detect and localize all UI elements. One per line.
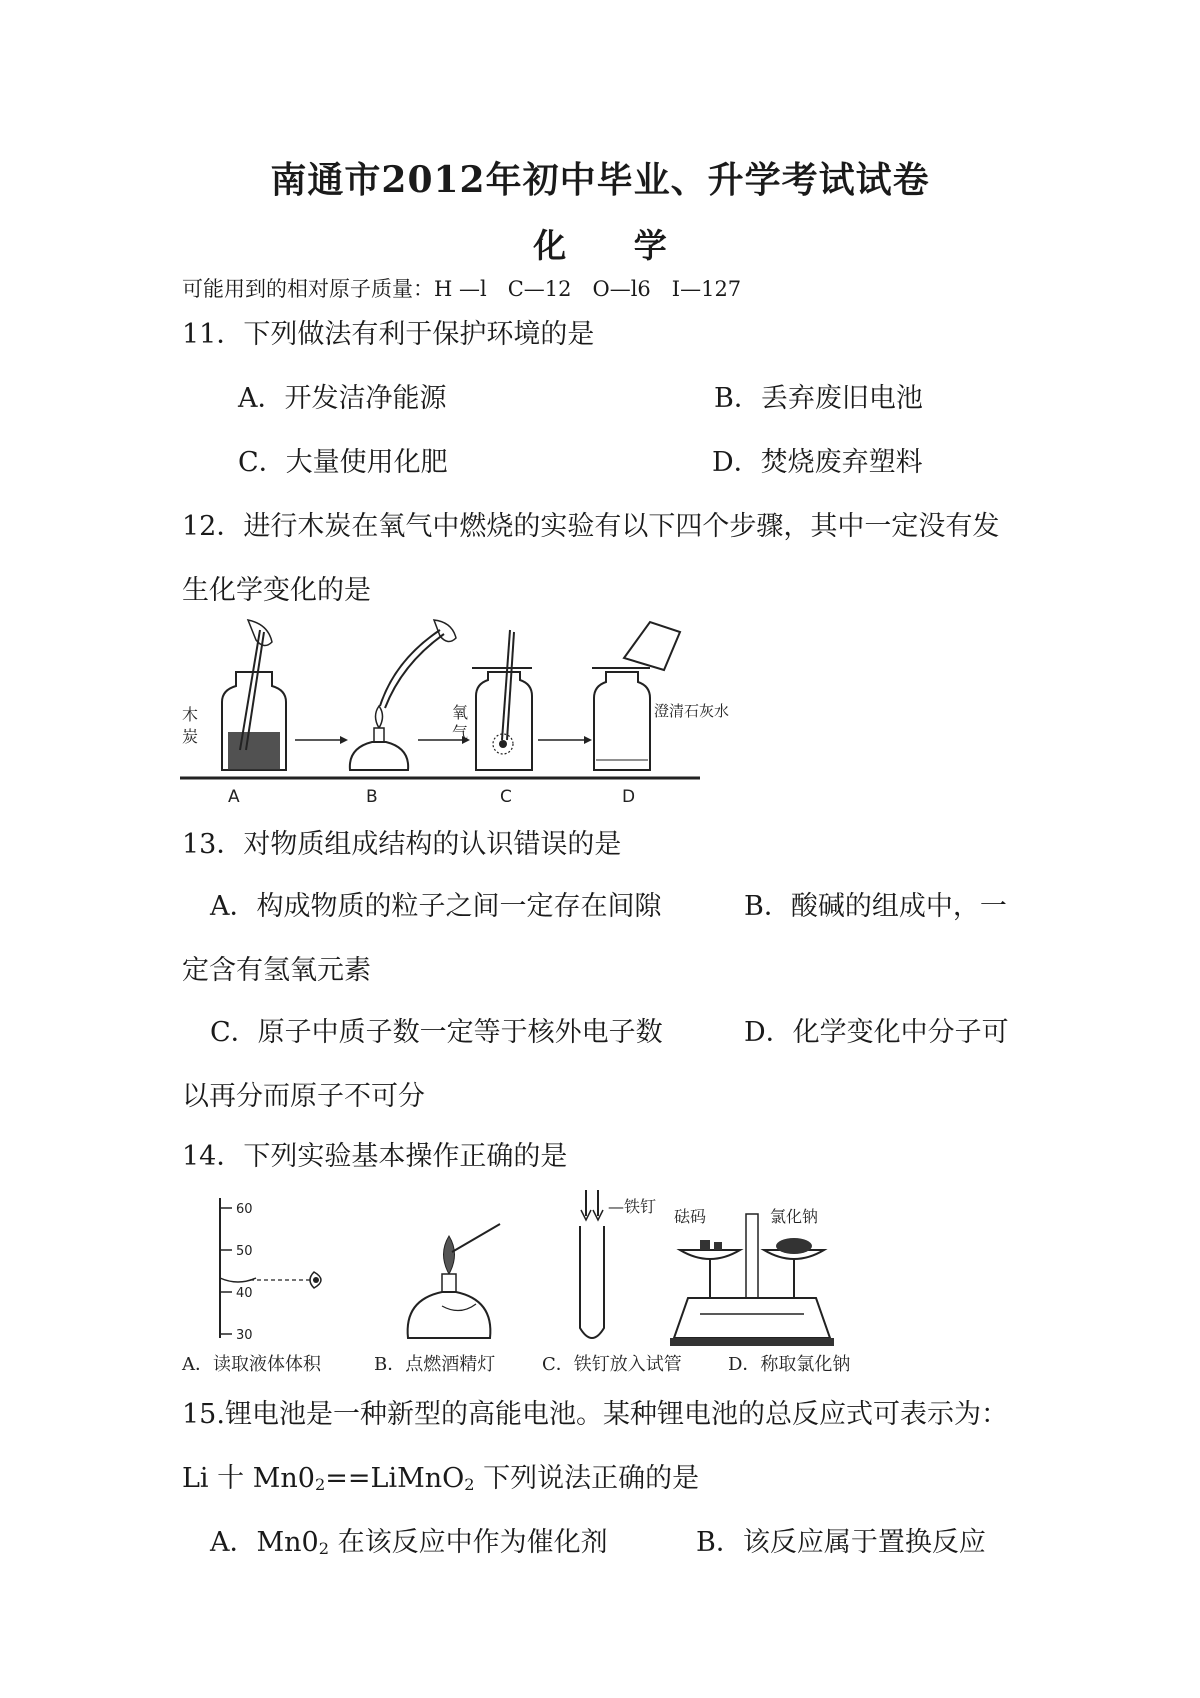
exam-title: 南通市2012年初中毕业、升学考试试卷 [270, 159, 930, 201]
q11-stem: 11．下列做法有利于保护环境的是 [182, 319, 595, 350]
q13-stem: 13．对物质组成结构的认识错误的是 [182, 829, 622, 860]
q15-equation-line [182, 1462, 699, 1496]
caption-b: B．点燃酒精灯 [374, 1354, 496, 1375]
arrow-a-b-head [340, 736, 348, 744]
figure-b-alcohol-lamp [408, 1224, 500, 1338]
q13-option-b-line2: 定含有氢氧元素 [182, 955, 371, 986]
caption-a: A．读取液体体积 [182, 1354, 321, 1375]
figure-a-graduated-cylinder [220, 1198, 321, 1338]
step-label-a: A [228, 787, 240, 807]
label-nail: —铁钉 [608, 1197, 657, 1216]
q15-a-part2: 在该反应中作为催化剂 [329, 1527, 608, 1558]
q11-option-d: D．焚烧废弃塑料 [712, 447, 923, 478]
atomic-mass-note: 可能用到的相对原子质量：H —l C—12 O—l6 I—127 [182, 277, 742, 301]
q12-stem-line2: 生化学变化的是 [182, 575, 371, 606]
q12-figure [180, 620, 730, 810]
q15-eq-part2: ==LiMnO [325, 1463, 465, 1494]
label-oxygen-1: 氧 [452, 703, 469, 722]
q15-option-a [210, 1526, 608, 1560]
q14-figure [180, 1188, 900, 1378]
q15-eq-part1: Li 十 Mn0 [182, 1463, 315, 1494]
q15-eq-sub1: 2 [314, 1475, 326, 1495]
q11-option-b: B．丢弃废旧电池 [714, 383, 923, 414]
q13-option-a: A．构成物质的粒子之间一定存在间隙 [210, 891, 662, 922]
caption-d: D．称取氯化钠 [728, 1354, 851, 1375]
q11-option-c: C．大量使用化肥 [238, 447, 448, 478]
q13-option-d-line2: 以再分而原子不可分 [182, 1081, 425, 1112]
q13-option-c: C．原子中质子数一定等于核外电子数 [210, 1017, 663, 1048]
cylinder-tick-40: 40 [236, 1286, 253, 1301]
subject-char-2: 学 [633, 226, 667, 265]
figure-c-test-tube [580, 1190, 604, 1338]
q15-eq-sub2: 2 [464, 1475, 475, 1495]
q14-stem: 14．下列实验基本操作正确的是 [182, 1141, 568, 1172]
step-c-oxygen-jar [472, 630, 532, 770]
q15-stem-line1: 15.锂电池是一种新型的高能电池。某种锂电池的总反应式可表示为： [182, 1399, 1008, 1430]
step-b-alcohol-lamp [350, 620, 456, 770]
q13-option-b-line1: B．酸碱的组成中，一 [744, 891, 1007, 922]
cylinder-tick-30: 30 [236, 1328, 253, 1343]
label-weights: 砝码 [674, 1207, 707, 1226]
arrow-c-d-head [584, 736, 592, 744]
q11-option-a: A．开发洁净能源 [238, 383, 447, 414]
step-d-limewater-jar [592, 622, 680, 770]
subject-heading [0, 220, 1200, 267]
q12-stem-line1: 12．进行木炭在氧气中燃烧的实验有以下四个步骤，其中一定没有发 [182, 511, 1000, 542]
q15-option-b: B．该反应属于置换反应 [696, 1527, 986, 1558]
step-a-jar-with-charcoal [222, 620, 286, 770]
caption-c: C．铁钉放入试管 [542, 1354, 682, 1375]
q15-eq-part3: 下列说法正确的是 [474, 1463, 700, 1494]
label-oxygen-2: 气 [452, 723, 469, 742]
subject-char-1: 化 [533, 226, 567, 265]
step-label-b: B [366, 787, 378, 807]
label-nacl: 氯化钠 [770, 1207, 819, 1226]
q15-a-sub: 2 [318, 1539, 330, 1559]
figure-d-balance [670, 1214, 834, 1346]
cylinder-tick-60: 60 [236, 1202, 253, 1217]
label-charcoal-1: 木 [182, 705, 199, 724]
cylinder-tick-50: 50 [236, 1244, 253, 1259]
label-charcoal-2: 炭 [182, 727, 199, 746]
q13-option-d-line1: D．化学变化中分子可 [744, 1017, 1009, 1048]
q15-a-part1: A．Mn0 [210, 1527, 319, 1558]
step-label-d: D [622, 787, 636, 807]
step-label-c: C [500, 787, 512, 807]
label-limewater: 澄清石灰水 [654, 702, 730, 720]
